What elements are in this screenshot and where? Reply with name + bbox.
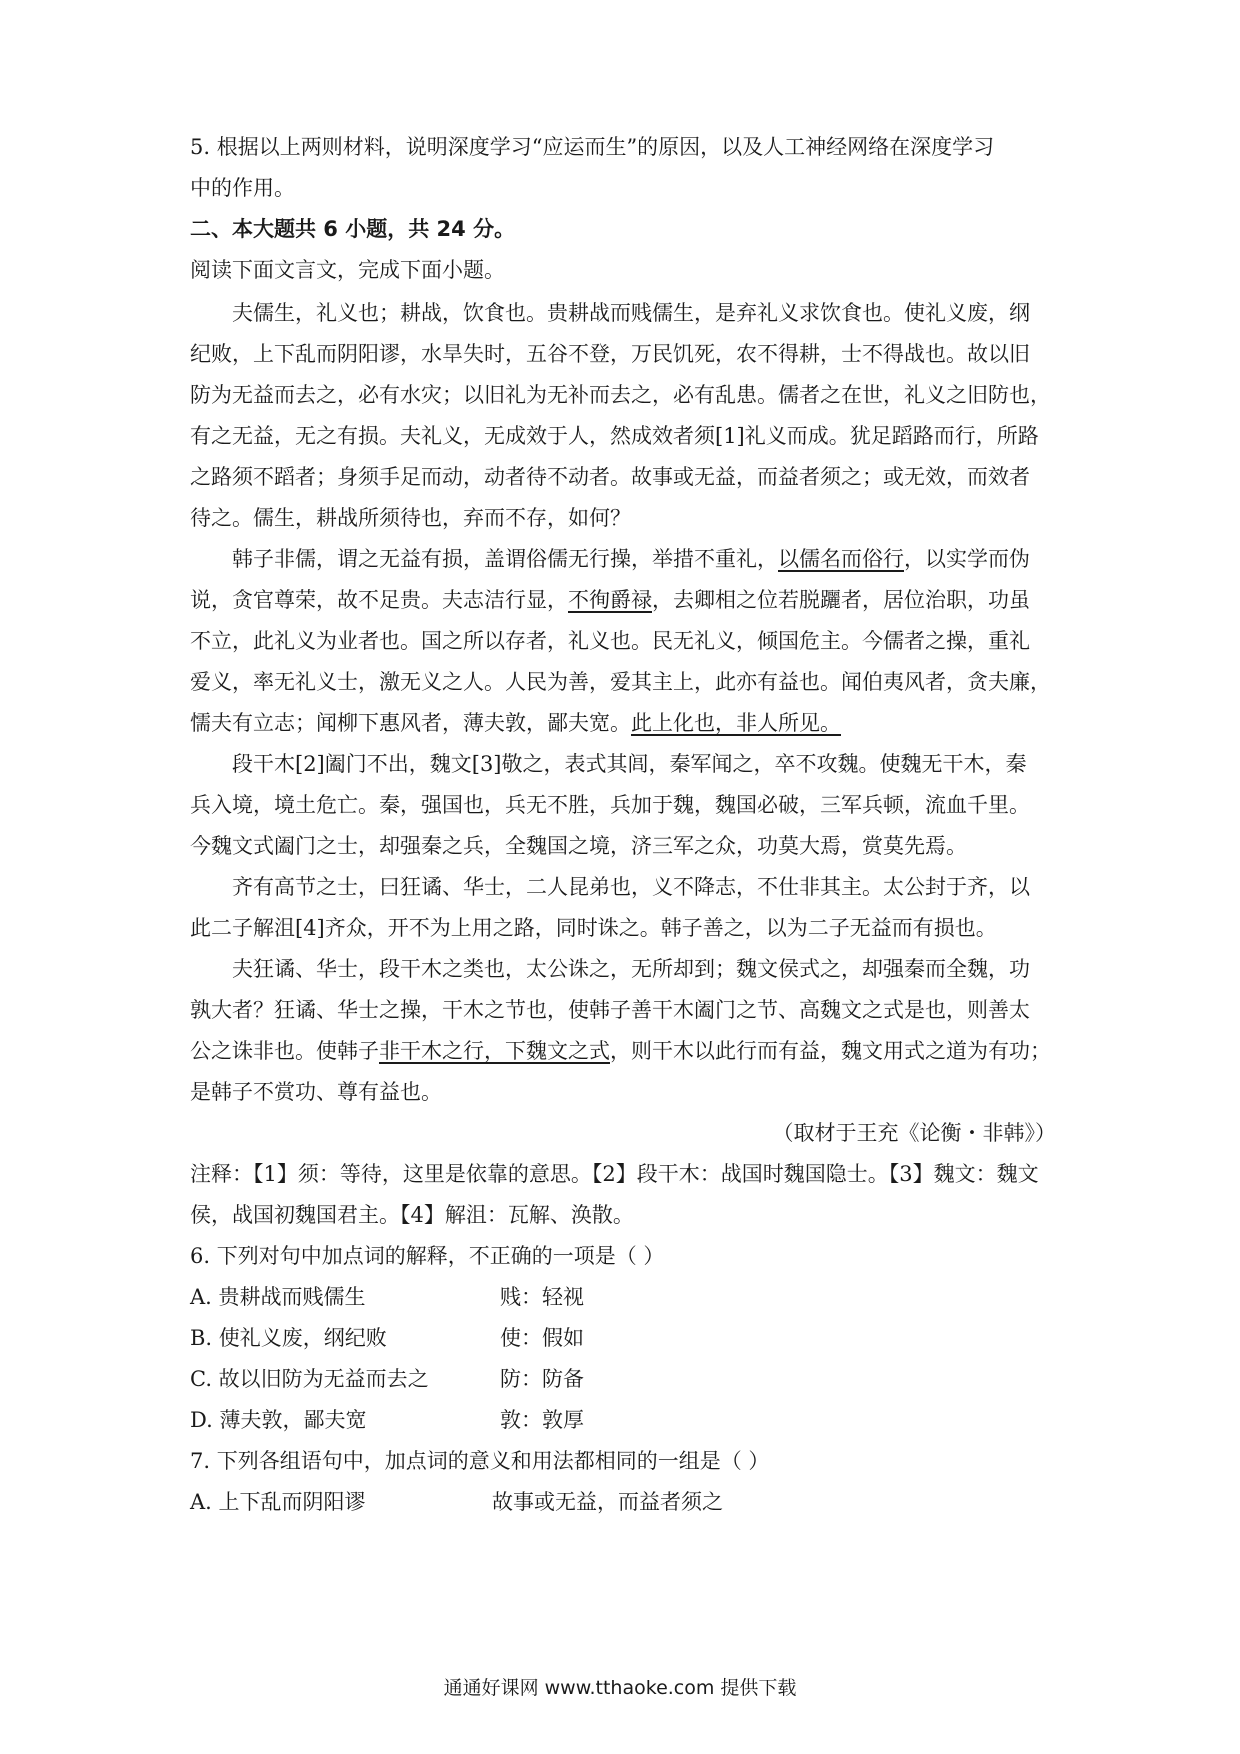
- q6-option-sentence: D. 薄夫敦，鄙夫宽: [190, 1408, 367, 1432]
- q7-option-a-right: 故事或无益，而益者须之: [492, 1490, 723, 1514]
- question-5-line-1: 5. 根据以上两则材料，说明深度学习“应运而生”的原因，以及人工神经网络在深度学习: [190, 135, 995, 159]
- q6-option-sentence: C. 故以旧防为无益而去之: [190, 1367, 429, 1391]
- question-7-stem: 7. 下列各组语句中，加点词的意义和用法都相同的一组是（ ）: [190, 1449, 770, 1473]
- passage-p2-line: [190, 708, 1070, 738]
- underlined-phrase: 非干木之行，下魏文之式: [379, 1039, 610, 1063]
- passage-p1-line: 夫儒生，礼义也；耕战，饮食也。贵耕战而贱儒生，是弃礼义求饮食也。使礼义废，纲: [232, 301, 1030, 325]
- section-instruction: 阅读下面文言文，完成下面小题。: [190, 258, 505, 282]
- passage-p1-line: 防为无益而去之，必有水灾；以旧礼为无补而去之，必有乱患。儒者之在世，礼义之旧防也，: [190, 383, 1051, 407]
- passage-p2-line: 不立，此礼义为业者也。国之所以存者，礼义也。民无礼义，倾国危主。今儒者之操，重礼: [190, 629, 1030, 653]
- text-run: 懦夫有立志；闻柳下惠风者，薄夫敦，鄙夫宽。: [190, 711, 631, 735]
- q6-option-sentence: A. 贵耕战而贱儒生: [190, 1285, 366, 1309]
- q6-option-gloss: 敦：敦厚: [500, 1408, 584, 1432]
- passage-p1-line: 待之。儒生，耕战所须待也，弃而不存，如何？: [190, 506, 631, 530]
- passage-p1-line: 之路须不蹈者；身须手足而动，动者待不动者。故事或无益，而益者须之；或无效，而效者: [190, 465, 1030, 489]
- q6-option-sentence: B. 使礼义废，纲纪败: [190, 1326, 387, 1350]
- underlined-phrase: 此上化也，非人所见。: [631, 711, 841, 735]
- passage-p4-line: 此二子解沮[4]齐众，开不为上用之路，同时诛之。韩子善之，以为二子无益而有损也。: [190, 916, 997, 940]
- passage-p5-line: [190, 1036, 1070, 1066]
- question-6-stem: 6. 下列对句中加点词的解释，不正确的一项是（ ）: [190, 1244, 665, 1268]
- passage-p4-line: 齐有高节之士，曰狂谲、华士，二人昆弟也，义不降志，不仕非其主。太公封于齐，以: [232, 875, 1030, 899]
- passage-p2-line: 爱义，率无礼义士，激无义之人。人民为善，爱其主上，此亦有益也。闻伯夷风者，贪夫廉，: [190, 670, 1051, 694]
- q6-option-gloss: 防：防备: [500, 1367, 584, 1391]
- text-run: 公之诛非也。使韩子: [190, 1039, 379, 1063]
- passage-p3-line: 段干木[2]阖门不出，魏文[3]敬之，表式其闾，秦军闻之，卒不攻魏。使魏无干木，秦: [232, 752, 1027, 776]
- passage-p3-line: 兵入境，境土危亡。秦，强国也，兵无不胜，兵加于魏，魏国必破，三军兵顿，流血千里。: [190, 793, 1030, 817]
- passage-source: （取材于王充《论衡・非韩》）: [772, 1121, 1056, 1145]
- passage-p5-line: 夫狂谲、华士，段干木之类也，太公诛之，无所却到；魏文侯式之，却强秦而全魏，功: [232, 957, 1030, 981]
- underlined-phrase: 以儒名而俗行: [778, 547, 904, 571]
- page-footer: 通通好课网 www.tthaoke.com 提供下载: [443, 1677, 797, 1699]
- passage-p3-line: 今魏文式阖门之士，却强秦之兵，全魏国之境，济三军之众，功莫大焉，赏莫先焉。: [190, 834, 967, 858]
- passage-p5-line: 孰大者？狂谲、华士之操，干木之节也，使韩子善干木阖门之节、高魏文之式是也，则善太: [190, 998, 1030, 1022]
- text-run: ，去卿相之位若脱躧者，居位治职，功虽: [652, 588, 1030, 612]
- passage-p2-line: [190, 585, 1070, 615]
- passage-p1-line: 有之无益，无之有损。夫礼义，无成效于人，然成效者须[1]礼义而成。犹足蹈路而行，所路: [190, 424, 1039, 448]
- question-5-line-2: 中的作用。: [190, 176, 295, 200]
- text-run: 说，贪官尊荣，故不足贵。夫志洁行显，: [190, 588, 568, 612]
- text-run: 韩子非儒，谓之无益有损，盖谓俗儒无行操，举措不重礼，: [232, 547, 778, 571]
- q6-option-gloss: 贱：轻视: [500, 1285, 584, 1309]
- text-run: ，则干木以此行而有益，魏文用式之道为有功；: [610, 1039, 1051, 1063]
- passage-p5-line: 是韩子不赏功、尊有益也。: [190, 1080, 442, 1104]
- passage-p1-line: 纪败，上下乱而阴阳谬，水旱失时，五谷不登，万民饥死，农不得耕，士不得战也。故以旧: [190, 342, 1030, 366]
- section-heading: 二、本大题共 6 小题，共 24 分。: [190, 217, 516, 241]
- underlined-phrase: 不徇爵禄: [568, 588, 652, 612]
- q7-option-a-left: A. 上下乱而阴阳谬: [190, 1490, 366, 1514]
- passage-p2-line: [232, 544, 1070, 574]
- q6-option-gloss: 使：假如: [500, 1326, 584, 1350]
- notes-line: 侯，战国初魏国君主。【4】解沮：瓦解、涣散。: [190, 1203, 634, 1227]
- text-run: ，以实学而伪: [904, 547, 1030, 571]
- notes-line: 注释：【1】须：等待，这里是依靠的意思。【2】段干木：战国时魏国隐士。【3】魏文：魏文: [190, 1162, 1039, 1186]
